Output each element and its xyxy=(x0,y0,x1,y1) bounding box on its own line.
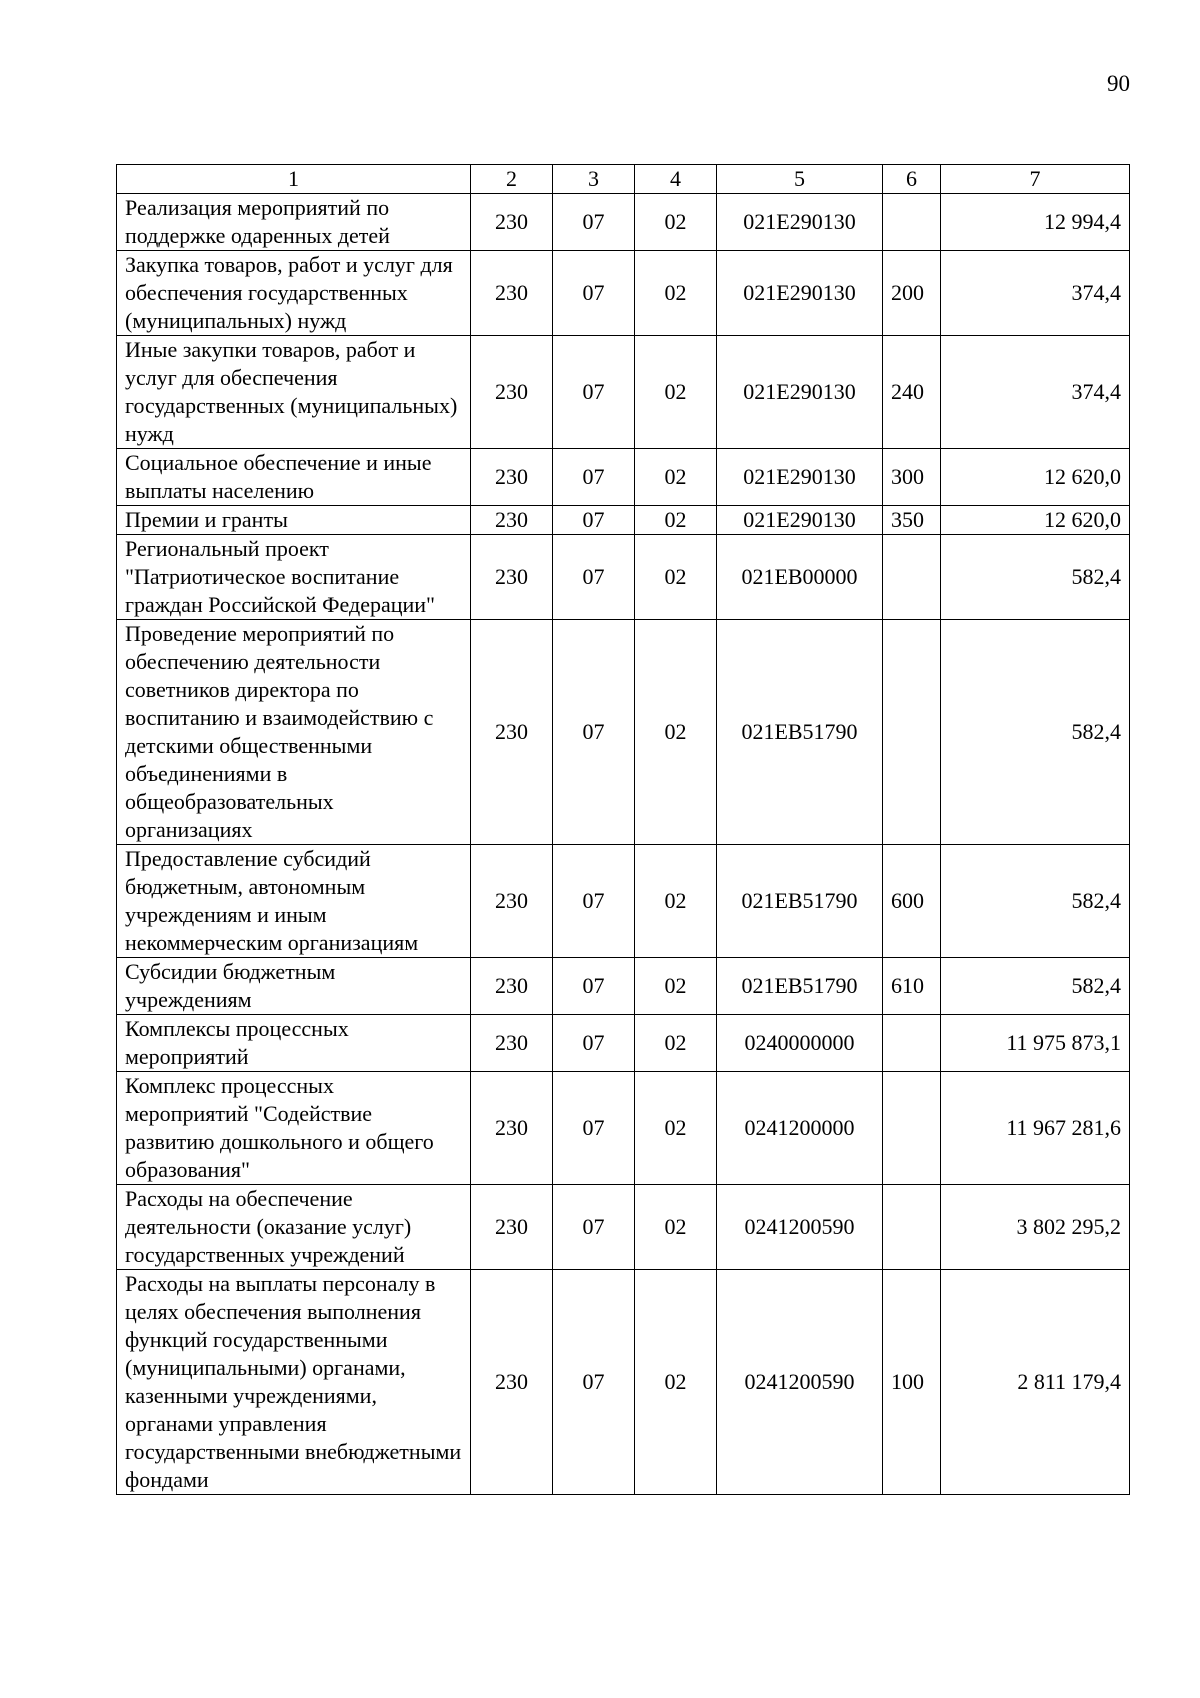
admin-code: 230 xyxy=(471,1185,553,1270)
section-code: 07 xyxy=(553,620,635,845)
admin-code: 230 xyxy=(471,251,553,336)
admin-code: 230 xyxy=(471,1072,553,1185)
page-number: 90 xyxy=(1107,71,1130,96)
amount: 374,4 xyxy=(941,336,1130,449)
budget-table xyxy=(116,164,1130,1495)
expense-type-code: 600 xyxy=(883,845,941,958)
column-header: 7 xyxy=(941,165,1130,194)
amount: 11 967 281,6 xyxy=(941,1072,1130,1185)
expense-name: Реализация мероприятий по поддержке одаренных детей xyxy=(117,194,471,251)
section-code: 07 xyxy=(553,1015,635,1072)
amount: 11 975 873,1 xyxy=(941,1015,1130,1072)
subsection-code: 02 xyxy=(635,958,717,1015)
column-header: 6 xyxy=(883,165,941,194)
column-header: 4 xyxy=(635,165,717,194)
section-code: 07 xyxy=(553,251,635,336)
subsection-code: 02 xyxy=(635,620,717,845)
admin-code: 230 xyxy=(471,194,553,251)
expense-name: Расходы на обеспечение деятельности (оказание услуг) государственных учреждений xyxy=(117,1185,471,1270)
target-article-code: 021Е290130 xyxy=(717,449,883,506)
target-article-code: 021Е290130 xyxy=(717,194,883,251)
amount: 374,4 xyxy=(941,251,1130,336)
admin-code: 230 xyxy=(471,506,553,535)
section-code: 07 xyxy=(553,194,635,251)
admin-code: 230 xyxy=(471,1015,553,1072)
column-number-row xyxy=(117,165,1130,194)
expense-name: Закупка товаров, работ и услуг для обеспечения государственных (муниципальных) нужд xyxy=(117,251,471,336)
admin-code: 230 xyxy=(471,958,553,1015)
section-code: 07 xyxy=(553,506,635,535)
table-row xyxy=(117,1185,1130,1270)
subsection-code: 02 xyxy=(635,449,717,506)
section-code: 07 xyxy=(553,449,635,506)
target-article-code: 0240000000 xyxy=(717,1015,883,1072)
column-header: 1 xyxy=(117,165,471,194)
section-code: 07 xyxy=(553,1072,635,1185)
table-row xyxy=(117,194,1130,251)
target-article-code: 0241200590 xyxy=(717,1270,883,1495)
expense-type-code xyxy=(883,194,941,251)
subsection-code: 02 xyxy=(635,336,717,449)
amount: 582,4 xyxy=(941,845,1130,958)
expense-type-code xyxy=(883,1072,941,1185)
expense-name: Субсидии бюджетным учреждениям xyxy=(117,958,471,1015)
expense-type-code: 200 xyxy=(883,251,941,336)
admin-code: 230 xyxy=(471,535,553,620)
admin-code: 230 xyxy=(471,1270,553,1495)
expense-name: Расходы на выплаты персоналу в целях обеспечения выполнения функций государственными (муниципальными) органами, казенными учреждениями, органами управления государственными внебюджетными фондами xyxy=(117,1270,471,1495)
table-row xyxy=(117,1015,1130,1072)
amount: 2 811 179,4 xyxy=(941,1270,1130,1495)
amount: 12 620,0 xyxy=(941,506,1130,535)
subsection-code: 02 xyxy=(635,1270,717,1495)
amount: 3 802 295,2 xyxy=(941,1185,1130,1270)
table-row xyxy=(117,845,1130,958)
table-row xyxy=(117,1072,1130,1185)
admin-code: 230 xyxy=(471,845,553,958)
expense-name: Региональный проект "Патриотическое воспитание граждан Российской Федерации" xyxy=(117,535,471,620)
subsection-code: 02 xyxy=(635,1015,717,1072)
subsection-code: 02 xyxy=(635,1072,717,1185)
target-article-code: 021Е290130 xyxy=(717,336,883,449)
table-row xyxy=(117,449,1130,506)
table-row xyxy=(117,958,1130,1015)
table-row xyxy=(117,535,1130,620)
section-code: 07 xyxy=(553,336,635,449)
target-article-code: 021Е290130 xyxy=(717,251,883,336)
amount: 12 994,4 xyxy=(941,194,1130,251)
table-row xyxy=(117,336,1130,449)
section-code: 07 xyxy=(553,1185,635,1270)
target-article-code: 021ЕВ51790 xyxy=(717,620,883,845)
expense-type-code: 100 xyxy=(883,1270,941,1495)
target-article-code: 021ЕВ51790 xyxy=(717,958,883,1015)
subsection-code: 02 xyxy=(635,251,717,336)
expense-name: Иные закупки товаров, работ и услуг для обеспечения государственных (муниципальных) нужд xyxy=(117,336,471,449)
expense-type-code xyxy=(883,620,941,845)
table-row xyxy=(117,1270,1130,1495)
expense-type-code: 350 xyxy=(883,506,941,535)
amount: 582,4 xyxy=(941,958,1130,1015)
amount: 582,4 xyxy=(941,620,1130,845)
expense-type-code: 300 xyxy=(883,449,941,506)
expense-name: Предоставление субсидий бюджетным, автономным учреждениям и иным некоммерческим организациям xyxy=(117,845,471,958)
expense-type-code: 610 xyxy=(883,958,941,1015)
subsection-code: 02 xyxy=(635,845,717,958)
admin-code: 230 xyxy=(471,449,553,506)
expense-name: Социальное обеспечение и иные выплаты населению xyxy=(117,449,471,506)
expense-type-code xyxy=(883,1015,941,1072)
admin-code: 230 xyxy=(471,620,553,845)
target-article-code: 0241200590 xyxy=(717,1185,883,1270)
table-row xyxy=(117,251,1130,336)
column-header: 5 xyxy=(717,165,883,194)
target-article-code: 021ЕВ00000 xyxy=(717,535,883,620)
expense-type-code xyxy=(883,535,941,620)
column-header: 2 xyxy=(471,165,553,194)
amount: 582,4 xyxy=(941,535,1130,620)
expense-type-code xyxy=(883,1185,941,1270)
target-article-code: 021ЕВ51790 xyxy=(717,845,883,958)
subsection-code: 02 xyxy=(635,535,717,620)
expense-name: Проведение мероприятий по обеспечению деятельности советников директора по воспитанию и взаимодействию с детскими общественными объединениями в общеобразовательных организациях xyxy=(117,620,471,845)
section-code: 07 xyxy=(553,958,635,1015)
subsection-code: 02 xyxy=(635,1185,717,1270)
section-code: 07 xyxy=(553,845,635,958)
section-code: 07 xyxy=(553,1270,635,1495)
expense-name: Комплексы процессных мероприятий xyxy=(117,1015,471,1072)
table-row xyxy=(117,620,1130,845)
expense-name: Премии и гранты xyxy=(117,506,471,535)
target-article-code: 021Е290130 xyxy=(717,506,883,535)
admin-code: 230 xyxy=(471,336,553,449)
column-header: 3 xyxy=(553,165,635,194)
expense-type-code: 240 xyxy=(883,336,941,449)
target-article-code: 0241200000 xyxy=(717,1072,883,1185)
expense-name: Комплекс процессных мероприятий "Содействие развитию дошкольного и общего образования" xyxy=(117,1072,471,1185)
subsection-code: 02 xyxy=(635,194,717,251)
subsection-code: 02 xyxy=(635,506,717,535)
table-row xyxy=(117,506,1130,535)
amount: 12 620,0 xyxy=(941,449,1130,506)
section-code: 07 xyxy=(553,535,635,620)
